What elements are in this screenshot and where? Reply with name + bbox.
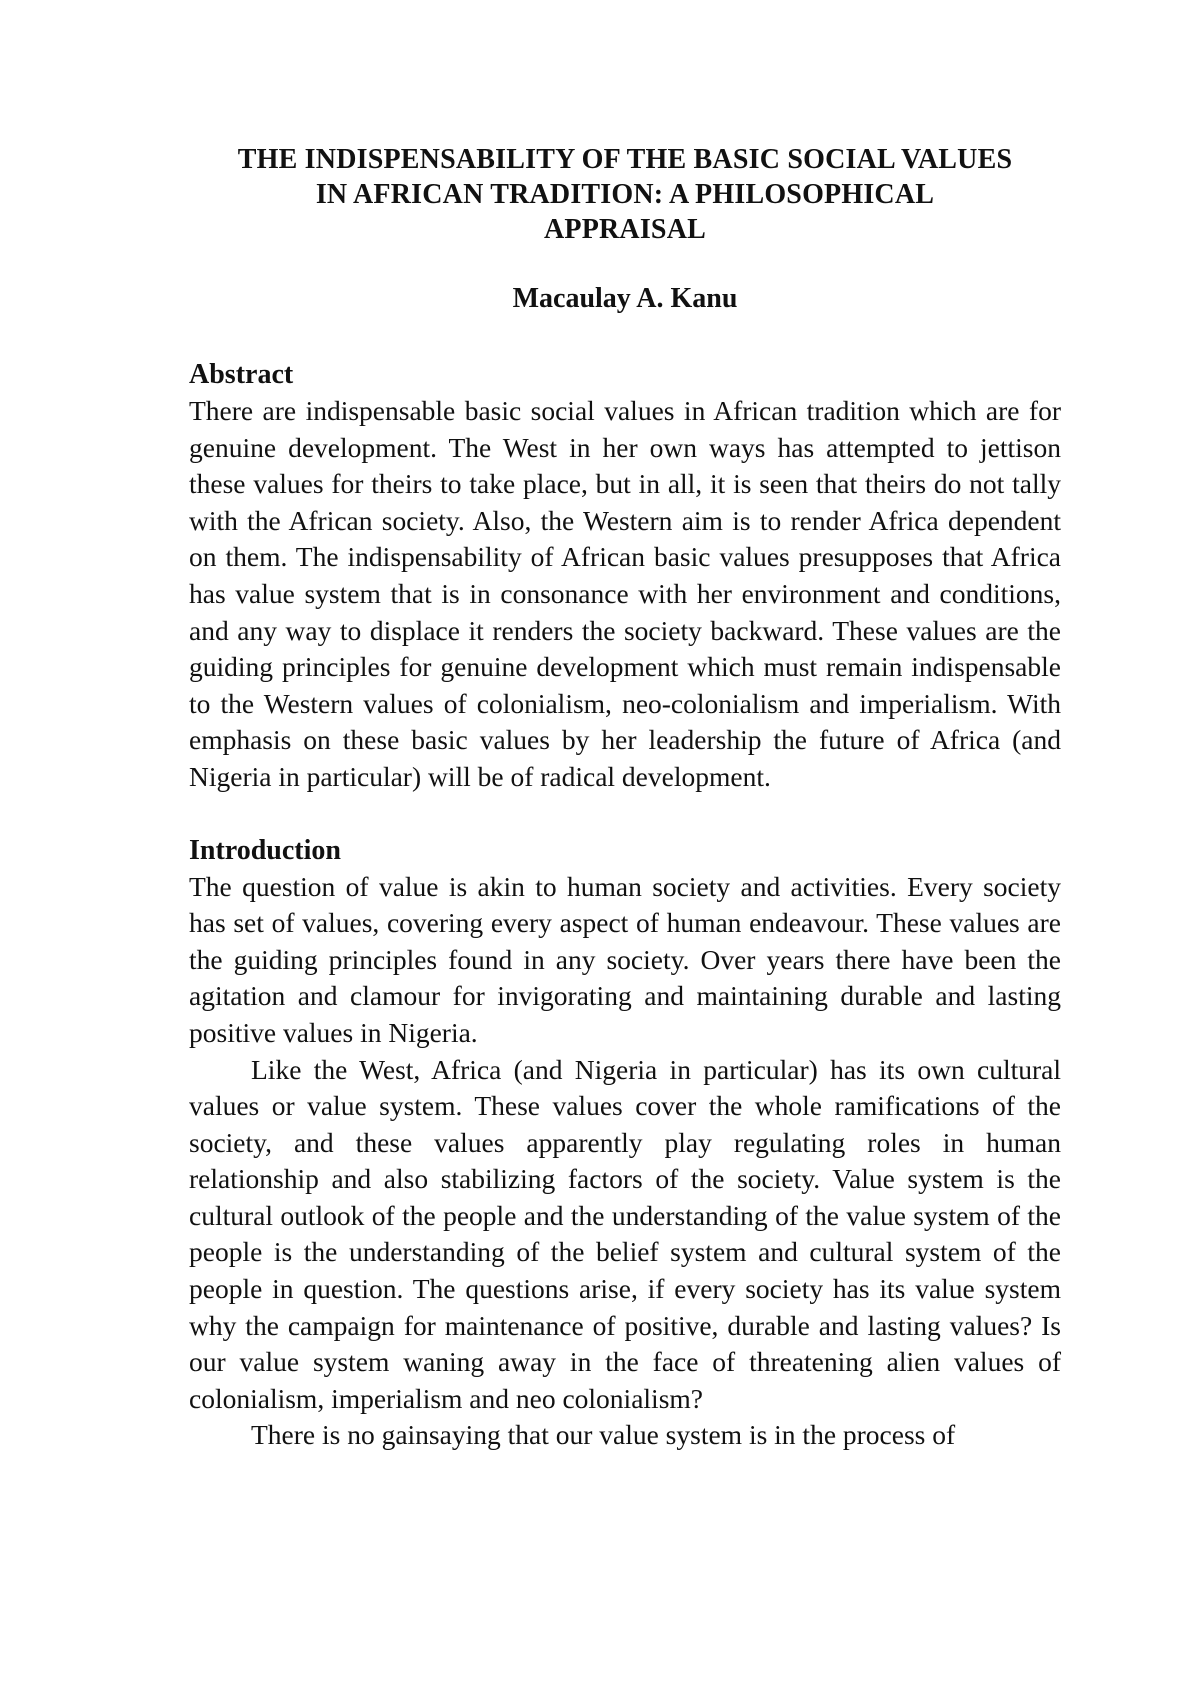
intro-paragraph-2: Like the West, Africa (and Nigeria in particular) has its own cultural values or value system. These values cover the whole ramifications of the society, and these values apparently play regulating roles in human relationship and also stabilizing factors of the society. Value system is the cultural outlook of the people and the understanding of the value system of the people is the understanding of the belief system and cultural system of the people in question. The questions arise, if every society has its value system why the campaign for maintenance of positive, durable and lasting values? Is our value system waning away in the face of threatening alien values of colonialism, imperialism and neo colonialism? bbox=[189, 1053, 1061, 1414]
introduction-heading: Introduction bbox=[189, 834, 341, 866]
title-line: IN AFRICAN TRADITION: A PHILOSOPHICAL bbox=[315, 179, 935, 210]
intro-paragraph-1: The question of value is akin to human society and activities. Every society has set of values, covering every aspect of human endeavour. These values are the guiding principles found in any society. Over years there have been the agitation and clamour for invigorating and maintaining durable and lasting positive values in Nigeria. bbox=[189, 870, 1061, 1048]
title-line: THE INDISPENSABILITY OF THE BASIC SOCIAL VALUES bbox=[237, 144, 1013, 175]
paper-page bbox=[189, 142, 1061, 1454]
author-name: Macaulay A. Kanu bbox=[512, 283, 738, 314]
title-line: APPRAISAL bbox=[543, 214, 707, 245]
intro-paragraph-3: There is no gainsaying that our value system is in the process of bbox=[251, 1419, 956, 1451]
abstract-text: There are indispensable basic social values in African tradition which are for genuine development. The West in her own ways has attempted to jettison these values for theirs to take place, but in all, it is seen that theirs do not tally with the African society. Also, the Western aim is to render Africa dependent on them. The indispensability of African basic values presupposes that Africa has value system that is in consonance with her environment and conditions, and any way to displace it renders the society backward. These values are the guiding principles for genuine development which must remain indispensable to the Western values of colonialism, neo-colonialism and imperialism. With emphasis on these basic values by her leadership the future of Africa (and Nigeria in particular) will be of radical development. bbox=[189, 395, 1061, 792]
abstract-heading: Abstract bbox=[189, 359, 294, 390]
paper-title bbox=[189, 142, 1061, 247]
